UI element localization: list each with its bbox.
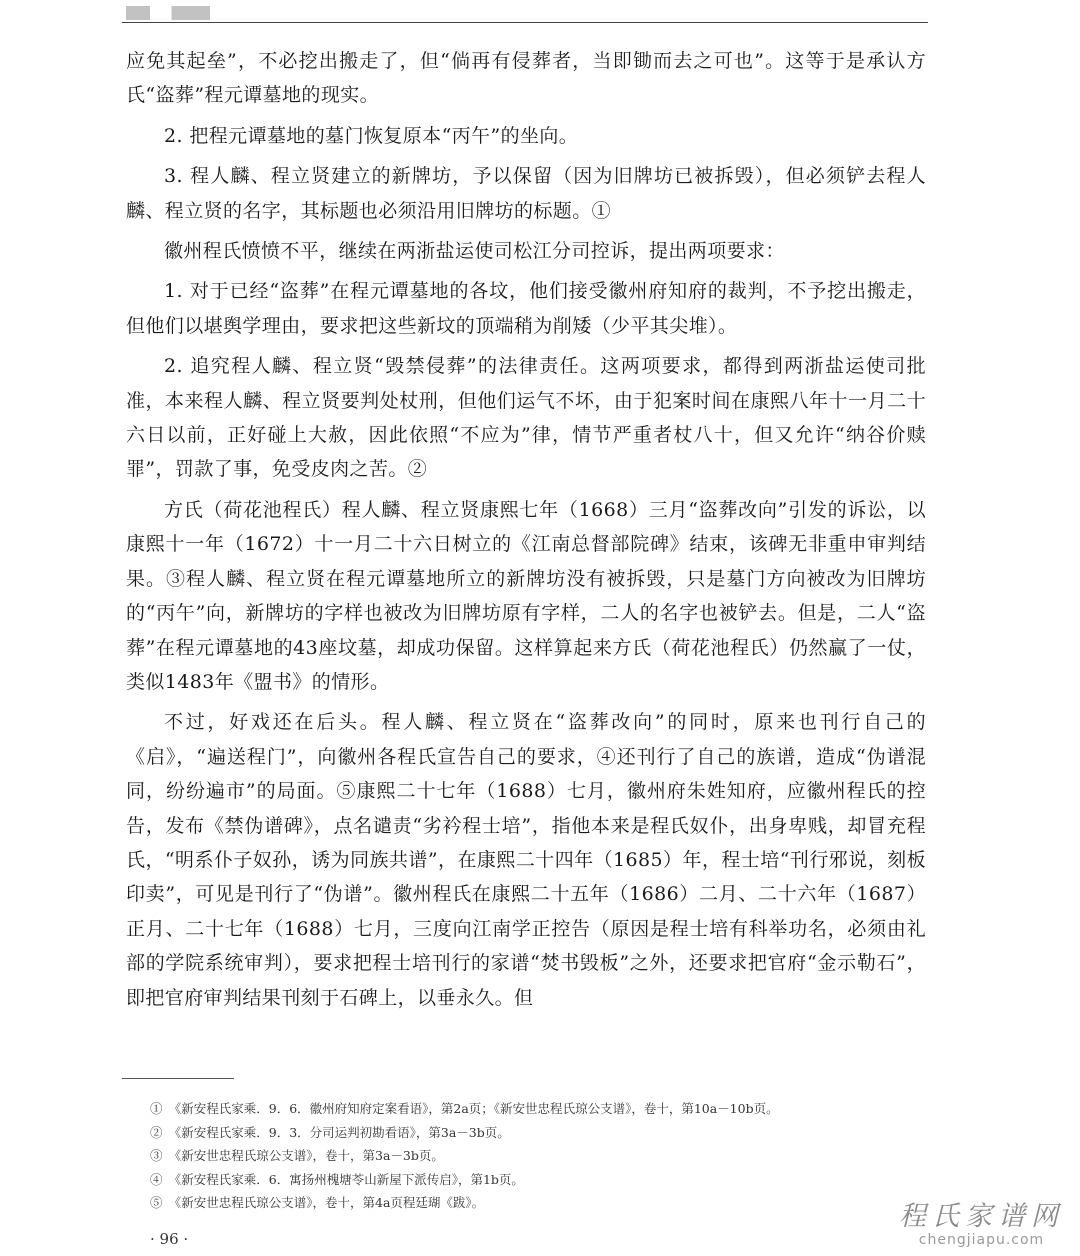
- paragraph: 1. 对于已经“盗葬”在程元谭墓地的各坟，他们接受徽州府知府的裁判，不予挖出搬走，但他们以堪舆学理由，要求把这些新坟的顶端稍为削矮（少平其尖堆）。: [126, 280, 926, 337]
- footnote-rule: [122, 1078, 234, 1079]
- header-rule: [122, 22, 928, 23]
- footnote: ② 《新安程氏家乘．9．3．分司运判初勘看语》，第3a－3b页。: [150, 1124, 510, 1140]
- footnote: ③ 《新安世忠程氏琼公支谱》，卷十，第3a－3b页。: [150, 1148, 444, 1163]
- paragraph: 3. 程人麟、程立贤建立的新牌坊，予以保留（因为旧牌坊已被拆毁），但必须铲去程人麟、程立贤的名字，其标题也必须沿用旧牌坊的标题。①: [126, 165, 926, 222]
- footnote: ⑤ 《新安世忠程氏琼公支谱》，卷十，第4a页程廷瑚《跋》。: [150, 1195, 485, 1210]
- paragraph: 徽州程氏愤愤不平，继续在两浙盐运使司松江分司控诉，提出两项要求：: [164, 240, 785, 263]
- watermark-url: chengjiapu.com: [918, 1232, 1045, 1248]
- footnote: ④ 《新安程氏家乘．6．寓扬州槐塘苓山新屋下派传启》，第1b页。: [150, 1171, 524, 1187]
- main-body-text: [126, 44, 926, 1015]
- footnotes: [150, 1097, 930, 1215]
- paragraph: 应免其起垒”，不必挖出搬走了，但“倘再有侵葬者，当即锄而去之可也”。这等于是承认方氏“盗葬”程元谭墓地的现实。: [126, 50, 926, 107]
- paragraph: 不过，好戏还在后头。程人麟、程立贤在“盗葬改向”的同时，原来也刊行自己的《启》，“遍送程门”，向徽州各程氏宣告自己的要求，④还刊行了自己的族谱，造成“伪谱混同，纷纷遍市”的局面。⑤康熙二十七年（1688）七月，徽州府朱姓知府，应徽州程氏的控告，发布《禁伪谱碑》，点名谴责“劣衿程士培”，指他本来是程氏奴仆，出身卑贱，却冒充程氏，“明系仆子奴孙，诱为同族共谱”，在康熙二十四年（1685）年，程士培“刊行邪说，刻板印卖”，可见是刊行了“伪谱”。徽州程氏在康熙二十五年（1686）二月、二十六年（1687）正月、二十七年（1688）七月，三度向江南学正控告（原因是程士培有科举功名，必须由礼部的学院系统审判），要求把程士培刊行的家谱“焚书毁板”之外，还要求把官府“金示勒石”，即把官府审判结果刊刻于石碑上，以垂永久。但: [126, 711, 926, 1009]
- watermark-text: 程氏家谱网: [899, 1201, 1064, 1232]
- page-number: · 96 ·: [150, 1230, 189, 1248]
- paragraph: 2. 追究程人麟、程立贤“毁禁侵葬”的法律责任。这两项要求，都得到两浙盐运使司批准，本来程人麟、程立贤要判处杖刑，但他们运气不坏，由于犯案时间在康熙八年十一月二十六日以前，正好碰上大赦，因此依照“不应为”律，情节严重者杖八十，但又允许“纳谷价赎罪”，罚款了事，免受皮肉之苦。②: [126, 355, 926, 481]
- paragraph: 方氏（荷花池程氏）程人麟、程立贤康熙七年（1668）三月“盗葬改向”引发的诉讼，以康熙十一年（1672）十一月二十六日树立的《江南总督部院碑》结束，该碑无非重申审判结果。③程人麟、程立贤在程元谭墓地所立的新牌坊没有被拆毁，只是墓门方向被改为旧牌坊的“丙午”向，新牌坊的字样也被改为旧牌坊原有字样，二人的名字也被铲去。但是，二人“盗葬”在程元谭墓地的43座坟墓，却成功保留。这样算起来方氏（荷花池程氏）仍然赢了一仗，类似1483年《盟书》的情形。: [126, 498, 926, 693]
- footnote: ① 《新安程氏家乘．9．6．徽州府知府定案看语》，第2a页；《新安世忠程氏琼公支谱》，卷十，第10a－10b页。: [150, 1101, 779, 1116]
- paragraph: 2. 把程元谭墓地的墓门恢复原本“丙午”的坐向。: [164, 124, 579, 147]
- watermark: [899, 1202, 1064, 1248]
- running-header: [126, 6, 246, 20]
